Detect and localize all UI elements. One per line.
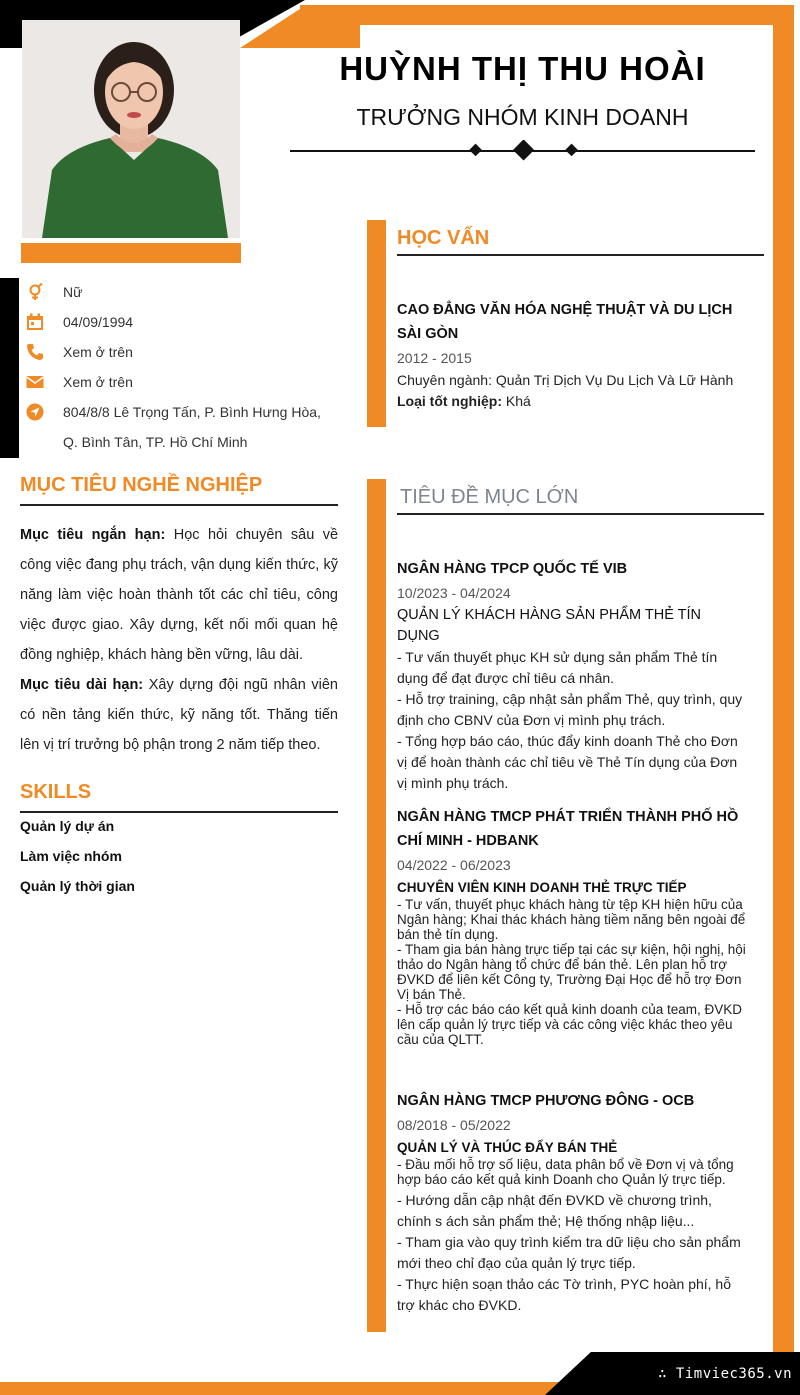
- gender-icon: [26, 283, 44, 301]
- job-company: NGÂN HÀNG TMCP PHƯƠNG ĐÔNG - OCB: [397, 1093, 695, 1109]
- education-side-bar: [367, 220, 386, 427]
- skill-item: Làm việc nhóm: [20, 848, 122, 864]
- objective-text: [20, 520, 338, 760]
- contact-address: [26, 400, 346, 460]
- job-dates: 04/2022 - 06/2023: [397, 857, 511, 873]
- school-name-line-1: CAO ĐẲNG VĂN HÓA NGHỆ THUẬT VÀ DU LỊCH: [397, 302, 733, 318]
- job-dates: 10/2023 - 04/2024: [397, 585, 511, 601]
- job-duty: - Hỗ trợ training, cập nhật sản phẩm Thẻ, quy trình, quy định cho CBNV của Đơn vị mình phụ trách.: [397, 691, 743, 728]
- job-duty: - Thực hiện soạn thảo các Tờ trình, PYC hoàn phí, hỗ trợ khác cho ĐVKD.: [397, 1276, 732, 1313]
- education-entry: [397, 298, 767, 412]
- calendar-icon: [26, 313, 44, 331]
- job-company: NGÂN HÀNG TPCP QUỐC TẾ VIB: [397, 561, 628, 577]
- experience-side-bar: [367, 479, 386, 1332]
- contact-birthday: [26, 310, 346, 340]
- job-dates: 08/2018 - 05/2022: [397, 1117, 511, 1133]
- birthday-value: 04/09/1994: [63, 314, 134, 330]
- job-company-line-1: NGÂN HÀNG TMCP PHÁT TRIỂN THÀNH PHỐ HỒ: [397, 809, 739, 825]
- objective-title: MỤC TIÊU NGHỀ NGHIỆP: [20, 474, 263, 496]
- address-line-1: 804/8/8 Lê Trọng Tấn, P. Bình Hưng Hòa,: [63, 404, 321, 420]
- job-position: QUẢN LÝ KHÁCH HÀNG SẢN PHẨM THẺ TÍN DỤNG: [397, 607, 702, 644]
- job-position: QUẢN LÝ VÀ THÚC ĐẨY BÁN THẺ: [397, 1140, 618, 1155]
- job-entry: [397, 1089, 747, 1316]
- address-value: [63, 397, 321, 457]
- skills-rule: [20, 811, 338, 813]
- contact-black-strip: [0, 278, 19, 458]
- skill-item: Quản lý dự án: [20, 818, 115, 834]
- candidate-name: HUỲNH THỊ THU HOÀI: [339, 50, 706, 87]
- experience-rule: [397, 513, 764, 515]
- phone-value: Xem ở trên: [63, 344, 133, 360]
- education-rule: [397, 254, 764, 256]
- contact-phone: [26, 340, 346, 370]
- education-major: Chuyên ngành: Quản Trị Dịch Vụ Du Lịch Và Lữ Hành: [397, 372, 734, 388]
- job-duty: - Đầu mối hỗ trợ số liệu, data phân bổ về Đơn vị và tổng hợp báo cáo kết quả kinh Doanh cho Quản lý trực tiếp.: [397, 1157, 734, 1187]
- skills-title: SKILLS: [20, 781, 92, 803]
- job-entry: [397, 557, 747, 794]
- profile-photo: [22, 20, 240, 238]
- job-duty: - Tham gia bán hàng trực tiếp tại các sự kiện, hội nghị, hội thảo do Ngân hàng tổ chức để bán thẻ. Lên plan hỗ trợ ĐVKD để liên kết Công ty, Trường Đại Học để hỗ trợ Đơn Vị bán Thẻ.: [397, 942, 746, 1002]
- objective-long-text: Xây dựng đội ngũ nhân viên có nền tảng kiến thức, kỹ năng tốt. Thăng tiến lên vị trí trưởng bộ phận trong 2 năm tiếp theo.: [20, 677, 338, 753]
- job-duty: - Tư vấn, thuyết phục khách hàng từ tệp KH hiện hữu của Ngân hàng; Khai thác khách hàng tiềm năng bên ngoài để bán thẻ tín dụng.: [397, 897, 746, 942]
- phone-icon: [26, 343, 44, 361]
- school-name-line-2: SÀI GÒN: [397, 326, 459, 342]
- objective-short-text: Học hỏi chuyên sâu về công việc đang phụ trách, vận dụng kiến thức, kỹ năng làm việc hoàn thành tốt các chỉ tiêu, công việc được giao. Xây dựng, kết nối mối quan hệ đồng nghiệp, khách hàng bền vững, lâu dài.: [20, 527, 339, 663]
- contact-email: [26, 370, 346, 400]
- education-title: HỌC VẤN: [397, 227, 490, 249]
- education-grade: [397, 391, 767, 412]
- candidate-title: TRƯỞNG NHÓM KINH DOANH: [356, 104, 689, 130]
- objective-rule: [20, 504, 338, 506]
- job-duty: - Tư vấn thuyết phục KH sử dụng sản phẩm Thẻ tín dụng để đạt được chỉ tiêu cá nhân.: [397, 649, 718, 686]
- grade-label: Loại tốt nghiệp:: [397, 393, 502, 409]
- job-duty: - Tổng hợp báo cáo, thúc đẩy kinh doanh Thẻ cho Đơn vị để hoàn thành các chỉ tiêu về Thẻ Tín dụng của Đơn vị mình phụ trách.: [397, 733, 738, 791]
- skills-list: [20, 815, 338, 905]
- job-company-line-2: CHÍ MINH - HDBANK: [397, 833, 539, 849]
- experience-title: TIÊU ĐỀ MỤC LỚN: [400, 486, 579, 508]
- job-duty: - Hỗ trợ các báo cáo kết quả kinh doanh của team, ĐVKD lên cấp quản lý trực tiếp và các công việc khác theo yêu cầu của QLTT.: [397, 1002, 743, 1047]
- right-orange-border: [773, 5, 794, 1395]
- job-entry: [397, 805, 747, 1047]
- header-orange-bar: [300, 5, 778, 25]
- address-line-2: Q. Bình Tân, TP. Hồ Chí Minh: [63, 434, 248, 450]
- job-duty: - Hướng dẫn cập nhật đến ĐVKD về chương trình, chính s ách sản phẩm thẻ; Hệ thống nhập liệu...: [397, 1192, 712, 1229]
- watermark: ∴ Timviec365.vn: [658, 1366, 792, 1382]
- contact-info: [26, 280, 346, 460]
- header-divider: [290, 140, 755, 162]
- grade-value: Khá: [505, 393, 531, 409]
- contact-gender: [26, 280, 346, 310]
- objective-short-label: Mục tiêu ngắn hạn:: [20, 527, 166, 543]
- location-icon: [26, 403, 44, 421]
- objective-long-label: Mục tiêu dài hạn:: [20, 677, 144, 693]
- skill-item: Quản lý thời gian: [20, 878, 135, 894]
- job-duty: - Tham gia vào quy trình kiểm tra dữ liệu cho sản phẩm mới theo chỉ đạo của quản lý trực tiếp.: [397, 1234, 741, 1271]
- email-icon: [26, 373, 44, 391]
- education-years: 2012 - 2015: [397, 350, 472, 366]
- email-value: Xem ở trên: [63, 374, 133, 390]
- photo-underline-bar: [21, 243, 241, 263]
- job-position: CHUYÊN VIÊN KINH DOANH THẺ TRỰC TIẾP: [397, 880, 687, 895]
- gender-value: Nữ: [63, 284, 83, 300]
